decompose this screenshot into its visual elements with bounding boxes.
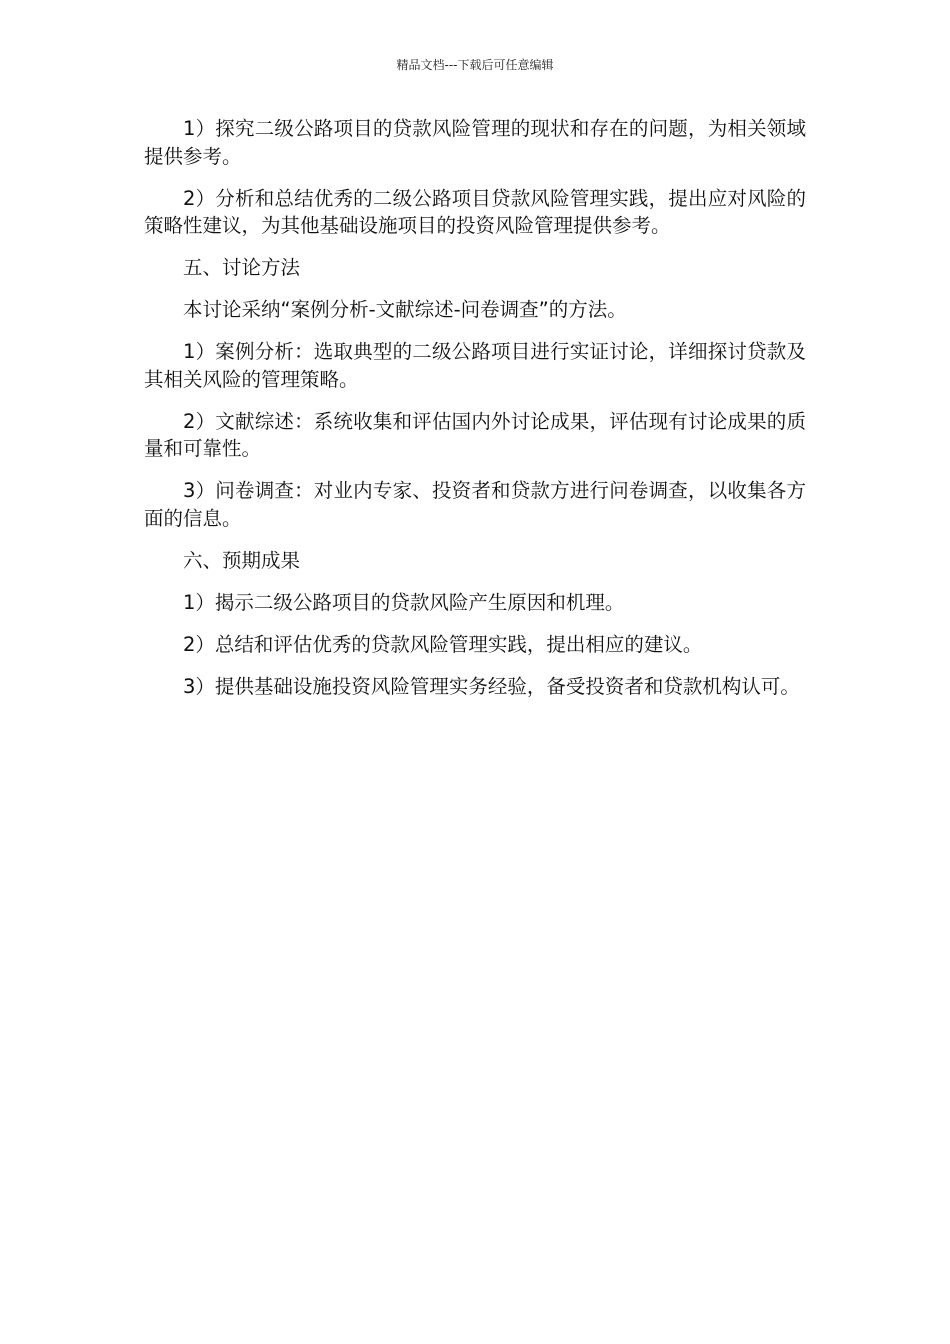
paragraph-method-literature-review: 2）文献综述：系统收集和评估国内外讨论成果，评估现有讨论成果的质量和可靠性。 [144, 409, 806, 460]
paragraph-objective-1: 1）探究二级公路项目的贷款风险管理的现状和存在的问题，为相关领域提供参考。 [144, 117, 806, 168]
paragraph-result-2: 2）总结和评估优秀的贷款风险管理实践，提出相应的建议。 [183, 632, 703, 656]
paragraph-result-1: 1）揭示二级公路项目的贷款风险产生原因和机理。 [183, 590, 625, 614]
section-heading-expected-results: 六、预期成果 [183, 548, 301, 572]
section-heading-methods: 五、讨论方法 [183, 256, 301, 279]
document-body [144, 115, 806, 715]
paragraph-objective-2: 2）分析和总结优秀的二级公路项目贷款风险管理实践，提出应对风险的策略性建议，为其他基础设施项目的投资风险管理提供参考。 [144, 186, 806, 237]
paragraph-result-3: 3）提供基础设施投资风险管理实务经验，备受投资者和贷款机构认可。 [183, 674, 800, 698]
paragraph-methods-intro: 本讨论采纳“案例分析-文献综述-问卷调查”的方法。 [183, 298, 627, 321]
paragraph-method-questionnaire: 3）问卷调查：对业内专家、投资者和贷款方进行问卷调查，以收集各方面的信息。 [144, 479, 806, 530]
page-header: 精品文档---下载后可任意编辑 [396, 58, 554, 72]
paragraph-method-case-study: 1）案例分析：选取典型的二级公路项目进行实证讨论，详细探讨贷款及其相关风险的管理策略。 [144, 340, 806, 391]
